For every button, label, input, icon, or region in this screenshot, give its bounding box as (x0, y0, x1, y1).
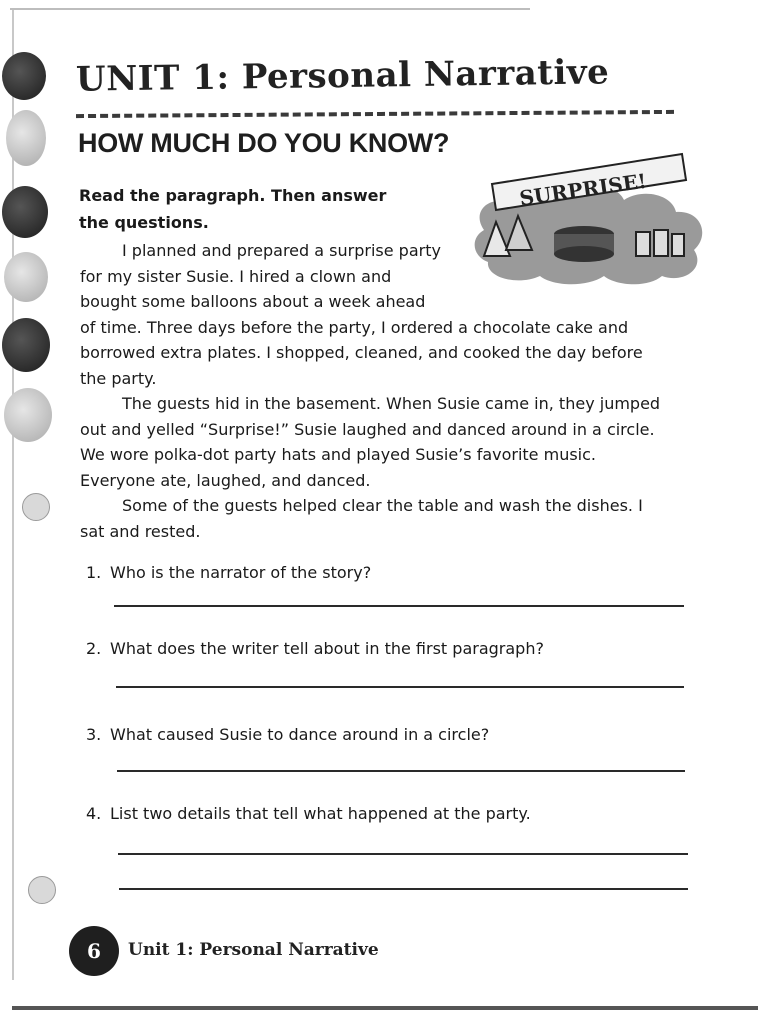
answer-line-4a[interactable] (118, 853, 688, 855)
unit-title: UNIT 1: Personal Narrative (75, 52, 610, 100)
passage-line: for my sister Susie. I hired a clown and (80, 266, 392, 286)
question-number: 3. (86, 725, 102, 744)
section-heading: HOW MUCH DO YOU KNOW? (78, 128, 450, 158)
paragraph-1 (80, 238, 680, 391)
punch-hole (4, 388, 52, 442)
passage-line: The guests hid in the basement. When Susie came in, they jumped (122, 394, 661, 413)
question-text: What caused Susie to dance around in a circle? (110, 725, 490, 744)
answer-line-1[interactable] (114, 605, 684, 607)
paragraph-2 (80, 391, 680, 493)
paragraph-3 (80, 493, 680, 544)
passage-line: out and yelled “Surprise!” Susie laughed and danced around in a circle. (80, 419, 655, 439)
punch-hole (22, 493, 50, 521)
answer-line-2[interactable] (116, 686, 684, 688)
dashed-divider (76, 110, 674, 118)
question-text: List two details that tell what happened at the party. (110, 804, 531, 823)
punch-hole (4, 252, 48, 302)
top-edge-rule (10, 8, 530, 10)
question-3 (86, 725, 489, 744)
question-number: 1. (86, 563, 102, 582)
footer-title: Unit 1: Personal Narrative (128, 940, 379, 960)
instructions (79, 182, 399, 236)
passage-line: Everyone ate, laughed, and danced. (80, 470, 371, 490)
passage-line: Some of the guests helped clear the table and wash the dishes. I (122, 496, 643, 515)
question-2 (86, 639, 544, 658)
instructions-line: Read the paragraph. Then answer (79, 186, 387, 205)
punch-hole (2, 52, 46, 100)
passage-line: We wore polka-dot party hats and played Susie’s favorite music. (80, 445, 596, 464)
question-1 (86, 563, 371, 582)
question-text: What does the writer tell about in the first paragraph? (110, 639, 544, 658)
question-4 (86, 804, 531, 823)
passage-line: sat and rested. (80, 521, 201, 541)
question-text: Who is the narrator of the story? (110, 563, 372, 582)
page-number-badge: 6 (69, 926, 119, 976)
punch-hole (28, 876, 56, 904)
instructions-line: the questions. (79, 213, 209, 232)
passage-line: borrowed extra plates. I shopped, cleaned, and cooked the day before (80, 343, 643, 362)
passage-line: I planned and prepared a surprise party (122, 241, 441, 260)
punch-hole (6, 110, 46, 166)
answer-line-3[interactable] (117, 770, 685, 772)
punch-hole (2, 318, 50, 372)
passage-line: of time. Three days before the party, I ordered a chocolate cake and (80, 317, 629, 337)
passage-line: the party. (80, 368, 157, 388)
reading-passage (80, 238, 680, 544)
bottom-edge-rule (12, 1006, 758, 1010)
answer-line-4b[interactable] (119, 888, 688, 890)
banner-text: SURPRISE! (517, 168, 649, 211)
question-number: 4. (86, 804, 102, 823)
question-number: 2. (86, 639, 102, 658)
passage-line: bought some balloons about a week ahead (80, 292, 426, 311)
punch-hole (2, 186, 48, 238)
